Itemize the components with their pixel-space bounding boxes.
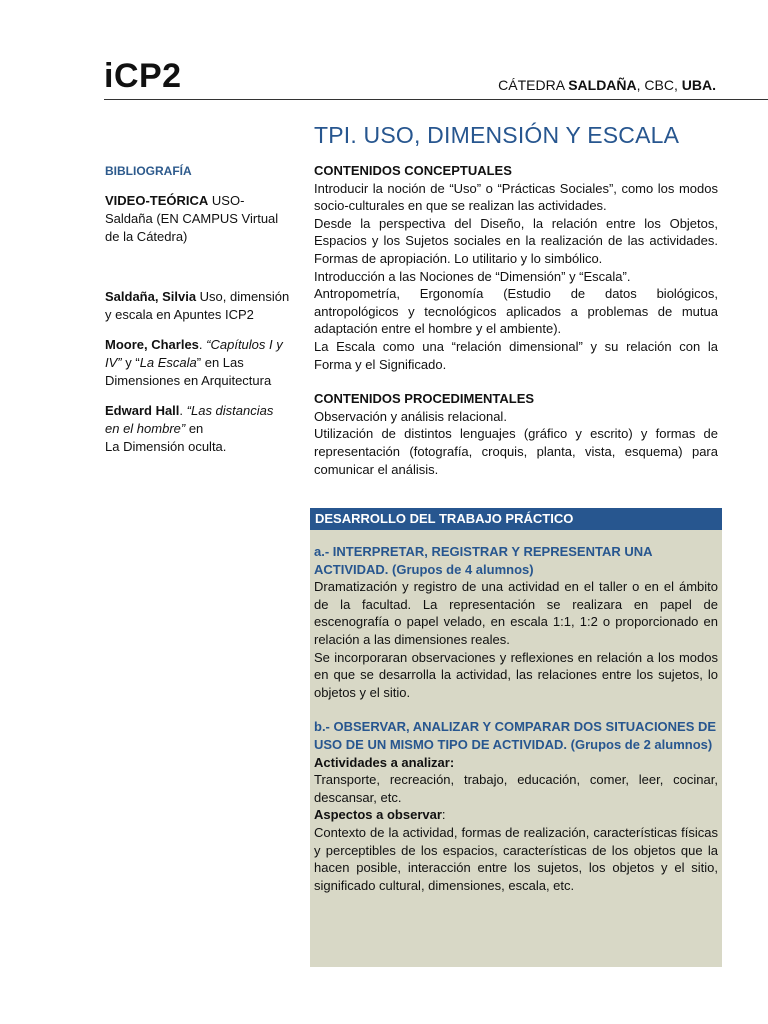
catedra-name: SALDAÑA [568,77,637,93]
ref-text: en [185,421,204,436]
ref-author: Edward Hall [105,403,180,418]
ref-text: La Dimensión oculta. [105,439,227,454]
ref-italic: “Capítulos I y IV” [105,337,283,370]
catedra-prefix: CÁTEDRA [498,77,569,93]
desarrollo-box [310,508,722,967]
bibliography-item [105,402,291,456]
ref-author: Saldaña, Silvia [105,289,197,304]
activities-text: Transporte, recreación, trabajo, educación, comer, leer, cocinar, descansar, etc. [314,772,718,805]
header-divider [104,99,768,100]
conceptuales-heading: CONTENIDOS CONCEPTUALES [314,163,512,178]
procedimentales-paragraph: Observación y análisis relacional. [314,408,507,424]
conceptuales-paragraph: La Escala como una “relación dimensional” y su relación con la Forma y el Significado. [314,338,718,372]
ref-text: . [179,403,187,418]
desarrollo-heading: DESARROLLO DEL TRABAJO PRÁCTICO [310,508,722,530]
ref-author: Moore, Charles [105,337,199,352]
ref-text: ” en Las Dimensiones en Arquitectura [105,355,272,388]
aspects-label-line [314,806,718,824]
ref-italic: “Las distancias en el hombre” [105,403,274,436]
catedra-mid: , CBC, [636,77,682,93]
ref-text: . [198,337,207,352]
activity-a-paragraph: Se incorporaran observaciones y reflexiones en relación a los modos en que se desarrolla la actividad, las relaciones entre los sujetos, lo objetos y el sitio. [314,649,718,700]
procedimentales-heading: CONTENIDOS PROCEDIMENTALES [314,391,535,407]
ref-text: USO- Saldaña (EN CAMPUS Virtual de la Cátedra) [105,193,279,244]
conceptuales-paragraph: Antropometría, Ergonomía (Estudio de datos biológicos, antropológicos y tecnológicos aplicados a problemas de mutua adaptación entre el hombre y el ambiente). [314,286,718,337]
ref-text: Uso, dimensión y escala en Apuntes ICP2 [105,289,290,322]
aspects-text: Contexto de la actividad, formas de realización, características físicas y perceptibles de los espacios, características de los objetos que la hacen posible, interacción entre los sujetos, los objetos y el sitio, significado cultural, dimensiones, escala, etc. [314,824,718,893]
activity-b-heading: b.- OBSERVAR, ANALIZAR Y COMPARAR DOS SITUACIONES DE USO DE UN MISMO TIPO DE ACTIVIDAD. (Grupos de 2 alumnos) [314,719,717,752]
aspects-colon: : [441,807,446,823]
catedra-uba: UBA. [681,77,716,93]
activity-a-paragraph: Dramatización y registro de una actividad en el taller o en el ámbito de la facultad. La representación se realizara en papel de escenografía o papel velado, en escala 1:1, 1:2 o proporcionado en relación a las dimensiones reales. [314,579,718,647]
activities-label: Actividades a analizar: [314,754,455,770]
activity-a-heading: a.- INTERPRETAR, REGISTRAR Y REPRESENTAR UNA ACTIVIDAD. (Grupos de 4 alumnos) [314,544,653,577]
aspects-label: Aspectos a observar [314,807,442,823]
ref-author: VIDEO-TEÓRICA [105,193,209,208]
bibliography-item [105,336,291,390]
conceptuales-paragraph: Introducir la noción de “Uso” o “Prácticas Sociales”, como los modos socio-culturales en que se realizan las actividades. [314,180,718,214]
bibliography-sidebar [105,162,291,468]
bibliography-heading: BIBLIOGRAFÍA [105,164,192,178]
ref-text: y “ [121,355,140,370]
procedimentales-paragraph: Utilización de distintos lenguajes (gráfico y escrito) y formas de representación (fotografía, croquis, planta, vista, esquema) para comunicar el análisis. [314,426,718,477]
course-logo: iCP2 [104,57,182,95]
conceptuales-paragraph: Introducción a las Nociones de “Dimensión” y “Escala”. [314,268,631,284]
bibliography-item [105,288,291,324]
catedra-line [498,76,716,94]
page-title: TPI. USO, DIMENSIÓN Y ESCALA [314,122,680,148]
ref-italic: La Escala [139,355,197,370]
desarrollo-body [310,530,722,894]
conceptuales-paragraph: Desde la perspectiva del Diseño, la relación entre los Objetos, Espacios y los Sujetos sociales en la realización de las actividades. Formas de apropiación. Lo utilitario y lo simbólico. [314,215,718,266]
bibliography-item [105,192,291,246]
contents-section [314,162,718,478]
